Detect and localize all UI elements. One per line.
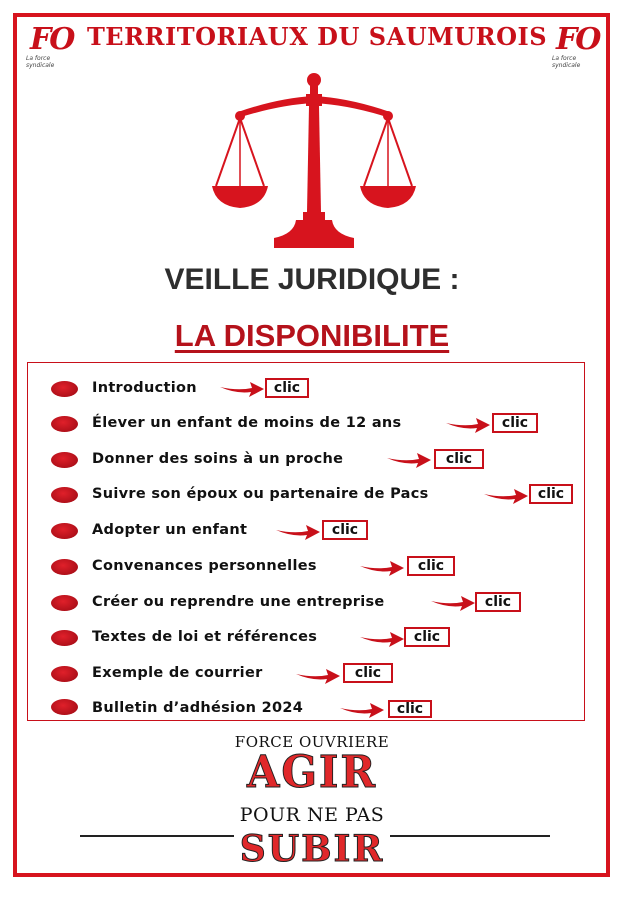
fo-logo-sub: La force syndicale bbox=[26, 55, 55, 69]
page-title: VEILLE JURIDIQUE : bbox=[164, 263, 460, 296]
item-label: Convenances personnelles bbox=[92, 558, 317, 574]
clic-link-bulletin-adhesion[interactable]: clic bbox=[388, 700, 432, 718]
clic-link-textes-loi[interactable]: clic bbox=[404, 627, 450, 647]
fo-logo-left bbox=[26, 22, 78, 69]
footer-force-ouvriere: FORCE OUVRIERE bbox=[234, 733, 390, 751]
red-arrow-right-icon bbox=[360, 630, 404, 648]
bullet-icon bbox=[51, 381, 78, 397]
red-arrow-right-icon bbox=[484, 487, 528, 505]
red-arrow-right-icon bbox=[360, 559, 404, 577]
red-arrow-right-icon bbox=[296, 667, 340, 685]
fo-logo-right bbox=[552, 22, 604, 69]
red-arrow-right-icon bbox=[431, 594, 475, 612]
clic-link-elever-enfant[interactable]: clic bbox=[492, 413, 538, 433]
clic-link-exemple-courrier[interactable]: clic bbox=[343, 663, 393, 683]
item-label: Créer ou reprendre une entreprise bbox=[92, 594, 385, 610]
item-label: Adopter un enfant bbox=[92, 522, 248, 538]
fo-logo-sub: La force syndicale bbox=[552, 55, 581, 69]
bullet-icon bbox=[51, 559, 78, 575]
bullet-icon bbox=[51, 523, 78, 539]
scales-of-justice-icon bbox=[208, 72, 420, 254]
footer-subir: SUBIR bbox=[234, 828, 391, 870]
fo-logo-text: FO bbox=[556, 22, 600, 57]
clic-link-convenances[interactable]: clic bbox=[407, 556, 455, 576]
footer-pour-ne-pas: POUR NE PAS bbox=[239, 804, 385, 826]
bullet-icon bbox=[51, 630, 78, 646]
red-arrow-right-icon bbox=[276, 523, 320, 541]
clic-link-creer-entreprise[interactable]: clic bbox=[475, 592, 521, 612]
bullet-icon bbox=[51, 487, 78, 503]
item-label: Textes de loi et références bbox=[92, 629, 318, 645]
clic-link-soins-proche[interactable]: clic bbox=[434, 449, 484, 469]
item-label: Exemple de courrier bbox=[92, 665, 263, 681]
bullet-icon bbox=[51, 416, 78, 432]
red-arrow-right-icon bbox=[446, 416, 490, 434]
clic-link-introduction[interactable]: clic bbox=[265, 378, 309, 398]
footer-subir-wrap bbox=[0, 828, 624, 870]
item-label: Suivre son époux ou partenaire de Pacs bbox=[92, 486, 429, 502]
bullet-icon bbox=[51, 452, 78, 468]
item-label: Élever un enfant de moins de 12 ans bbox=[92, 415, 402, 431]
bullet-icon bbox=[51, 699, 78, 715]
red-arrow-right-icon bbox=[340, 701, 384, 719]
item-label: Bulletin d’adhésion 2024 bbox=[92, 700, 304, 716]
bullet-icon bbox=[51, 666, 78, 682]
fo-logo-text: FO bbox=[30, 22, 74, 57]
item-label: Donner des soins à un proche bbox=[92, 451, 344, 467]
page-subtitle: LA DISPONIBILITE bbox=[174, 318, 450, 353]
clic-link-suivre-epoux[interactable]: clic bbox=[529, 484, 573, 504]
item-label: Introduction bbox=[92, 380, 197, 396]
header-title: TERRITORIAUX DU SAUMUROIS bbox=[86, 22, 548, 51]
clic-link-adopter-enfant[interactable]: clic bbox=[322, 520, 368, 540]
red-arrow-right-icon bbox=[387, 451, 431, 469]
bullet-icon bbox=[51, 595, 78, 611]
footer-agir: AGIR bbox=[246, 747, 378, 798]
red-arrow-right-icon bbox=[220, 380, 264, 398]
